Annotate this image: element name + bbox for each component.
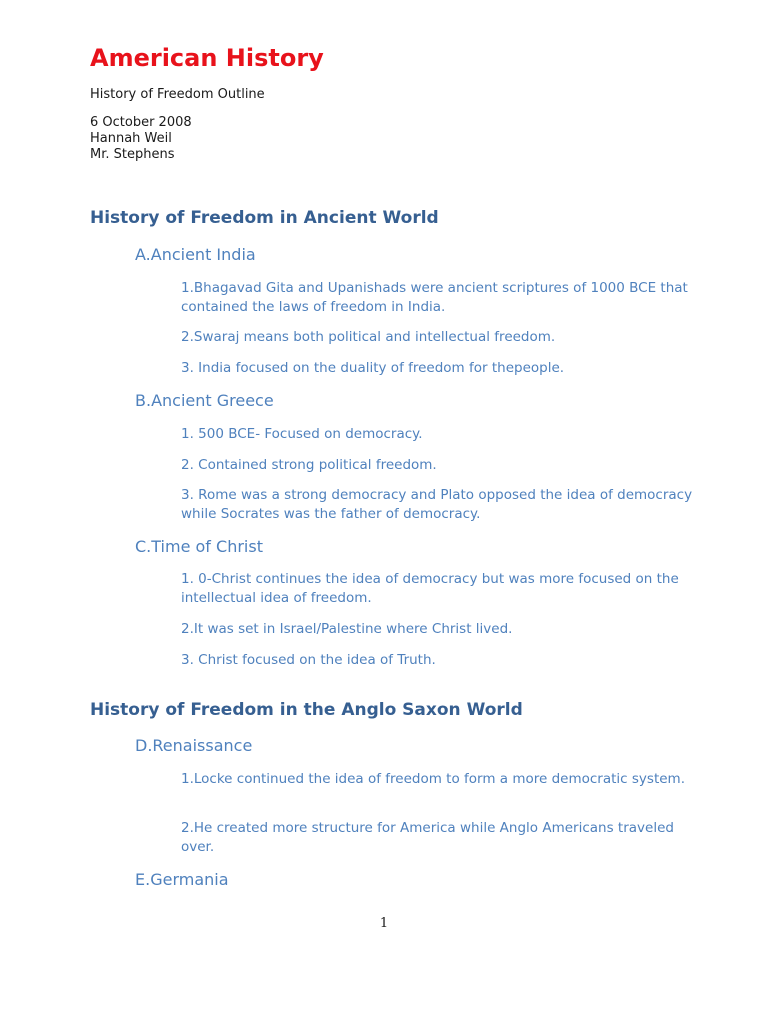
document-title: American History xyxy=(90,44,324,72)
subsection-title: Ancient Greece xyxy=(151,391,274,410)
subsection-letter: C. xyxy=(135,537,152,556)
outline-item: 1.Bhagavad Gita and Upanishads were ancient scriptures of 1000 BCE that contained the laws of freedom in India. xyxy=(181,280,688,315)
subsection-letter: D. xyxy=(135,736,153,755)
subsection-title: Ancient India xyxy=(150,245,256,264)
document-subtitle: History of Freedom Outline xyxy=(90,87,265,102)
subsection-heading-ancient-india xyxy=(135,245,256,264)
subsection-letter: A. xyxy=(135,245,151,264)
section-heading-anglo-saxon-world: History of Freedom in the Anglo Saxon World xyxy=(90,700,523,720)
outline-item: 3. Rome was a strong democracy and Plato opposed the idea of democracy while Socrates was the father of democracy. xyxy=(181,487,693,522)
outline-item: 2.He created more structure for America while Anglo Americans traveled over. xyxy=(181,820,674,855)
subsection-title: Renaissance xyxy=(152,736,253,755)
outline-item: 2.Swaraj means both political and intellectual freedom. xyxy=(181,329,556,345)
outline-item: 2. Contained strong political freedom. xyxy=(181,457,437,473)
outline-item: 1.Locke continued the idea of freedom to form a more democratic system. xyxy=(181,771,685,787)
outline-item: 1. 0-Christ continues the idea of democracy but was more focused on the intellectual idea of freedom. xyxy=(181,571,679,606)
subsection-heading-ancient-greece xyxy=(135,391,274,410)
outline-item: 3. India focused on the duality of freedom for thepeople. xyxy=(181,360,565,376)
outline-item: 2.It was set in Israel/Palestine where Christ lived. xyxy=(181,621,513,637)
page-number: 1 xyxy=(379,916,389,931)
subsection-letter: E. xyxy=(135,870,151,889)
section-heading-ancient-world: History of Freedom in Ancient World xyxy=(90,208,439,228)
subsection-letter: B. xyxy=(135,391,152,410)
author-name: Hannah Weil xyxy=(90,131,172,146)
outline-item: 3. Christ focused on the idea of Truth. xyxy=(181,652,436,668)
subsection-title: Time of Christ xyxy=(151,537,263,556)
subsection-heading-renaissance xyxy=(135,736,252,755)
subsection-title: Germania xyxy=(150,870,229,889)
teacher-name: Mr. Stephens xyxy=(90,147,175,162)
document-date: 6 October 2008 xyxy=(90,115,192,130)
outline-item: 1. 500 BCE- Focused on democracy. xyxy=(181,426,423,442)
subsection-heading-germania xyxy=(135,870,229,889)
subsection-heading-time-of-christ xyxy=(135,537,263,556)
